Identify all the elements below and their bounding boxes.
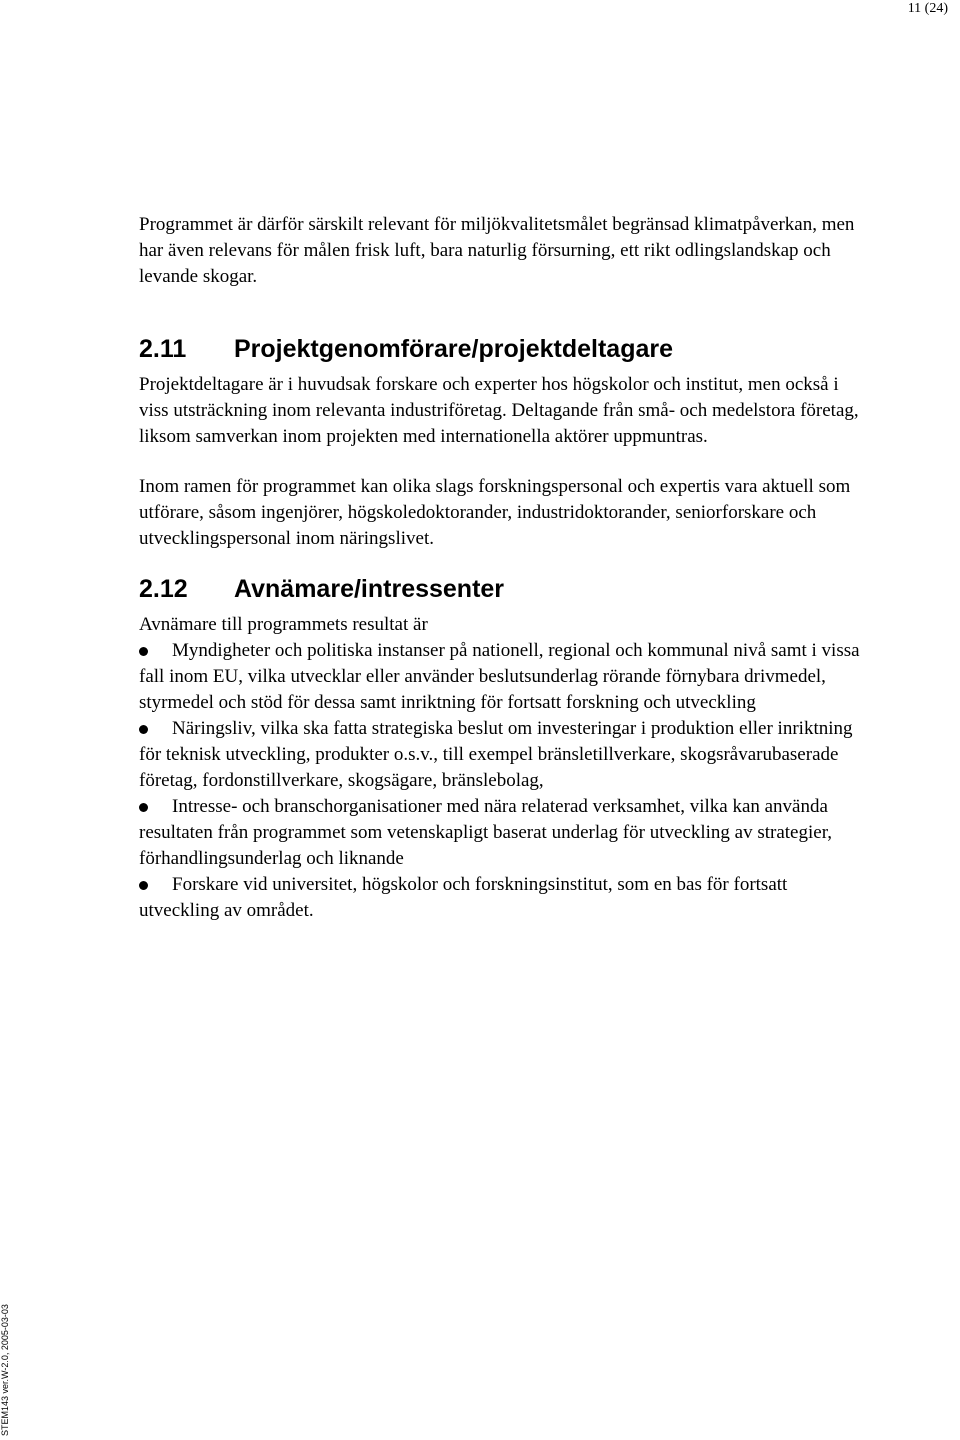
list-item bbox=[139, 716, 869, 794]
list-item bbox=[139, 638, 869, 716]
list-item-text: Myndigheter och politiska instanser på nationell, regional och kommunal nivå samt i vissa fall inom EU, vilka utvecklar eller använder beslutsunderlag rörande förnybara drivmedel, styrmedel och stöd för dessa samt inriktning för fortsatt forskning och utveckling bbox=[139, 640, 860, 713]
intro-paragraph: Programmet är därför särskilt relevant för miljökvalitetsmålet begränsad klimatpåverkan, men har även relevans för målen frisk luft, bara naturlig försurning, ett rikt odlingslandskap och levande skogar. bbox=[139, 214, 855, 287]
stakeholder-list bbox=[139, 638, 869, 924]
section-number: 2.12 bbox=[139, 575, 188, 603]
bullet-icon bbox=[139, 881, 148, 890]
list-lead: Avnämare till programmets resultat är bbox=[139, 614, 428, 635]
form-code-footer: STEM143 ver.W-2.0, 2005-03-03 bbox=[0, 1304, 10, 1436]
section-number: 2.11 bbox=[139, 335, 187, 363]
bullet-icon bbox=[139, 803, 148, 812]
list-item-text: Forskare vid universitet, högskolor och forskningsinstitut, som en bas för fortsatt utveckling av området. bbox=[139, 874, 788, 921]
bullet-icon bbox=[139, 647, 148, 656]
section-title: Projektgenomförare/projektdeltagare bbox=[234, 335, 674, 363]
bullet-icon bbox=[139, 725, 148, 734]
body-paragraph: Projektdeltagare är i huvudsak forskare och experter hos högskolor och institut, men också i viss utsträckning inom relevanta industriföretag. Deltagande från små- och medelstora företag, liksom samverkan inom projekten med internationella aktörer uppmuntras. bbox=[139, 374, 859, 447]
page-number: 11 (24) bbox=[907, 1, 948, 16]
list-item-text: Intresse- och branschorganisationer med nära relaterad verksamhet, vilka kan använda resultaten från programmet som vetenskapligt baserat underlag för utveckling av strategier, förhandlingsunderlag och liknande bbox=[139, 796, 833, 869]
body-paragraph: Inom ramen för programmet kan olika slags forskningspersonal och expertis vara aktuell som utförare, såsom ingenjörer, högskoledoktorander, industridoktorander, seniorforskare och utvecklingspersonal inom näringslivet. bbox=[139, 476, 851, 549]
list-item-text: Näringsliv, vilka ska fatta strategiska beslut om investeringar i produktion eller inriktning för teknisk utveckling, produkter o.s.v., till exempel bränsletillverkare, skogsråvarubaserade företag, fordonstillverkare, skogsägare, bränslebolag, bbox=[139, 718, 853, 791]
section-heading-2-12 bbox=[139, 574, 869, 604]
section-heading-2-11 bbox=[139, 334, 869, 364]
document-body bbox=[139, 212, 869, 924]
list-item bbox=[139, 872, 869, 924]
list-item bbox=[139, 794, 869, 872]
section-title: Avnämare/intressenter bbox=[234, 575, 505, 603]
